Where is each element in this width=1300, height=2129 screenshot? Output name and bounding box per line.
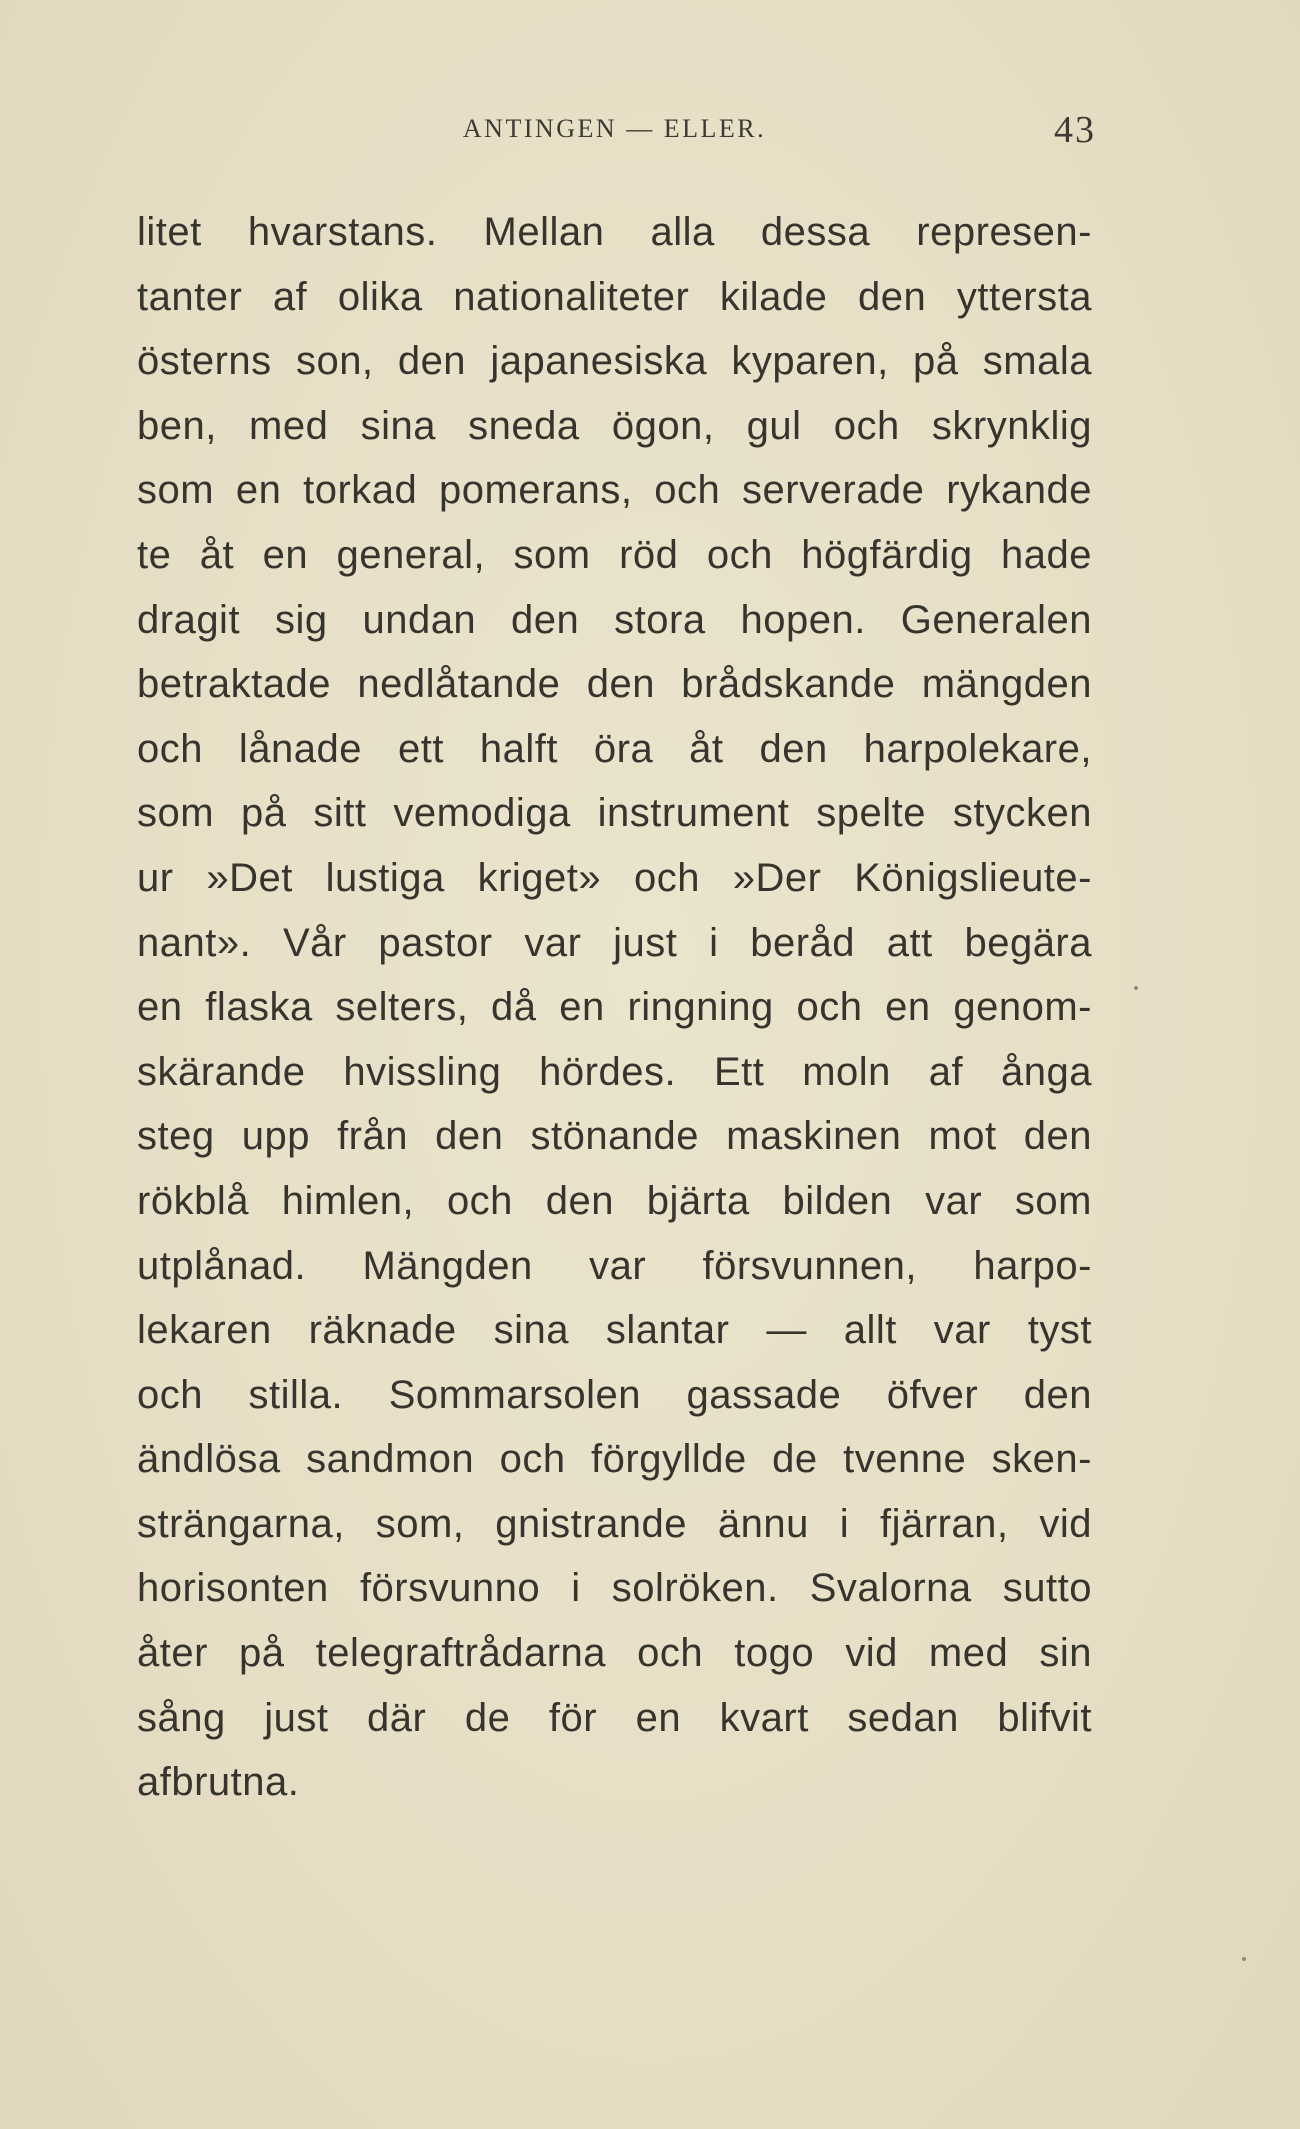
text-line: dragit sig undan den stora hopen. Generalen (137, 597, 1092, 642)
text-line: skärande hvissling hördes. Ett moln af ånga (137, 1049, 1092, 1094)
text-line: och stilla. Sommarsolen gassade öfver den (137, 1372, 1092, 1417)
text-line: sång just där de för en kvart sedan blifvit (137, 1695, 1092, 1740)
running-head (137, 108, 1096, 152)
text-line: som på sitt vemodiga instrument spelte stycken (137, 791, 1092, 836)
text-line: nant». Vår pastor var just i beråd att begära (137, 920, 1092, 965)
text-line: lekaren räknade sina slantar — allt var tyst (137, 1308, 1092, 1353)
text-line: utplånad. Mängden var försvunnen, harpo- (137, 1243, 1092, 1288)
text-line: som en torkad pomerans, och serverade rykande (137, 468, 1092, 513)
text-line: ändlösa sandmon och förgyllde de tvenne sken- (137, 1437, 1092, 1482)
text-line: ben, med sina sneda ögon, gul och skrynklig (137, 403, 1092, 448)
text-line: rökblå himlen, och den bjärta bilden var som (137, 1178, 1092, 1223)
text-line: steg upp från den stönande maskinen mot den (137, 1114, 1092, 1159)
text-line: horisonten försvunno i solröken. Svalorna sutto (137, 1566, 1092, 1611)
body-text (137, 200, 1092, 1815)
text-line: afbrutna. (137, 1760, 300, 1805)
text-line: ur »Det lustiga kriget» och »Der Königslieute- (137, 855, 1092, 900)
paper-speck (1242, 1957, 1246, 1961)
text-line: betraktade nedlåtande den brådskande mängden (137, 662, 1092, 707)
running-title: ANTINGEN — ELLER. (462, 114, 767, 143)
text-line: åter på telegraftrådarna och togo vid med sin (137, 1631, 1092, 1676)
page-number: 43 (1054, 109, 1096, 151)
text-line: och lånade ett halft öra åt den harpolekare, (137, 726, 1092, 771)
text-line: te åt en general, som röd och högfärdig hade (137, 532, 1092, 577)
text-line: litet hvarstans. Mellan alla dessa represen- (137, 210, 1092, 254)
text-line: en flaska selters, då en ringning och en genom- (137, 985, 1092, 1030)
text-line: tanter af olika nationaliteter kilade den yttersta (137, 274, 1092, 319)
paper-speck (1134, 986, 1138, 990)
text-line: österns son, den japanesiska kyparen, på smala (137, 339, 1092, 384)
text-line: strängarna, som, gnistrande ännu i fjärran, vid (137, 1501, 1092, 1546)
